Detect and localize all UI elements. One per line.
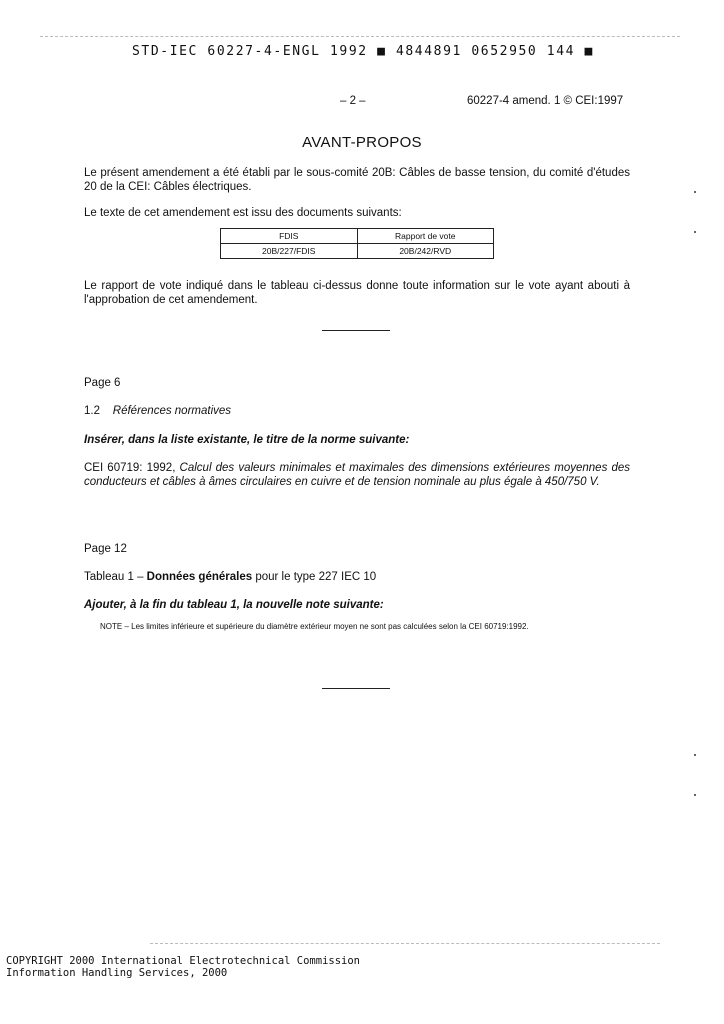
table-ref-suffix: pour le type 227 IEC 10	[252, 571, 377, 583]
intro-paragraph-2: Le texte de cet amendement est issu des documents suivants:	[84, 207, 402, 219]
reference-title: Calcul des valeurs minimales et maximales des dimensions extérieures moyennes des conducteurs et câbles à âmes circulaires en cuivre et de tension nominale au plus égale à 450/750 V.	[84, 462, 630, 488]
page-12-label: Page 12	[84, 543, 127, 555]
scan-artifact-top	[40, 36, 680, 37]
copyright-notice	[6, 955, 360, 979]
scan-speck	[694, 754, 696, 756]
scan-speck	[694, 231, 696, 233]
clause-number: 1.2	[84, 405, 100, 417]
page-number: – 2 –	[340, 95, 366, 107]
add-instruction: Ajouter, à la fin du tableau 1, la nouvelle note suivante:	[84, 599, 384, 611]
table-header-cell: FDIS	[221, 229, 358, 244]
document-reference: 60227-4 amend. 1 © CEI:1997	[467, 95, 624, 107]
table-row	[221, 244, 494, 259]
table-ref-prefix: Tableau 1 –	[84, 571, 147, 583]
intro-paragraph-3: Le rapport de vote indiqué dans le tableau ci-dessus donne toute information sur le vote ayant abouti à l'approbation de cet amendement.	[84, 280, 630, 306]
normative-reference	[84, 461, 630, 489]
scan-speck	[694, 191, 696, 193]
table-reference	[84, 570, 630, 584]
vote-documents-table	[220, 228, 494, 259]
section-divider	[322, 688, 390, 689]
insert-instruction: Insérer, dans la liste existante, le titre de la norme suivante:	[84, 434, 410, 446]
page-6-label: Page 6	[84, 377, 121, 389]
copyright-line-2: Information Handling Services, 2000	[6, 967, 228, 979]
table-cell: 20B/242/RVD	[357, 244, 494, 259]
table-ref-bold: Données générales	[146, 571, 253, 583]
standard-id-line: STD-IEC 60227-4-ENGL 1992 ■ 4844891 0652950 144 ■	[132, 44, 594, 59]
table-cell: 20B/227/FDIS	[221, 244, 358, 259]
intro-paragraph-1: Le présent amendement a été établi par le sous-comité 20B: Câbles de basse tension, du comité d'études 20 de la CEI: Câbles électriques.	[84, 167, 630, 193]
table-header-row	[221, 229, 494, 244]
clause-title: Références normatives	[112, 405, 232, 417]
table-note: NOTE – Les limites inférieure et supérieure du diamètre extérieur moyen ne sont pas calculées selon la CEI 60719:1992.	[100, 622, 529, 631]
reference-prefix: CEI 60719: 1992,	[84, 462, 176, 474]
page-title: AVANT-PROPOS	[302, 134, 422, 151]
scan-artifact-bottom	[150, 943, 660, 944]
table-header-cell: Rapport de vote	[357, 229, 494, 244]
copyright-line-1: COPYRIGHT 2000 International Electrotechnical Commission	[6, 955, 361, 967]
scan-speck	[694, 794, 696, 796]
clause-heading	[84, 404, 630, 418]
section-divider	[322, 330, 390, 331]
